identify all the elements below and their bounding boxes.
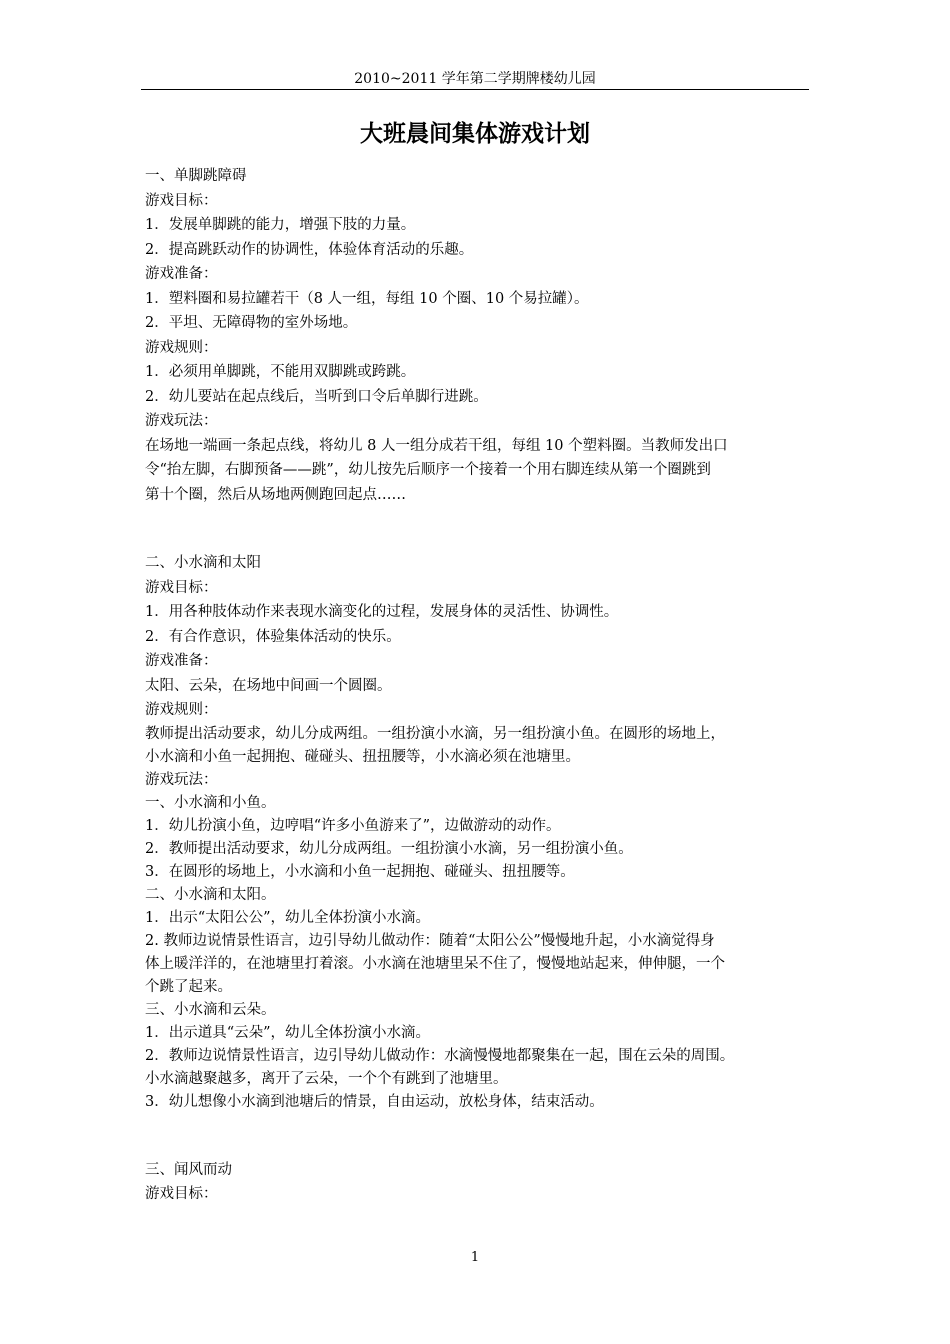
section2-part1-item: 1．幼儿扮演小鱼，边哼唱“许多小鱼游来了”，边做游动的动作。 bbox=[145, 817, 561, 834]
section3-heading: 三、闻风而动 bbox=[145, 1161, 232, 1178]
section1-play-label: 游戏玩法： bbox=[145, 413, 218, 429]
section2-part2-item: 个跳了起来。 bbox=[145, 978, 232, 995]
section1-prep: 1．塑料圈和易拉罐若干（8 人一组，每组 10 个圈、10 个易拉罐）。 bbox=[145, 290, 589, 307]
page-header: 2010~2011 学年第二学期牌楼幼儿园 bbox=[354, 71, 596, 87]
section2-part3-item: 2．教师边说情景性语言，边引导幼儿做动作：水滴慢慢地都聚集在一起，围在云朵的周围。 bbox=[145, 1047, 735, 1064]
section2-rule-label: 游戏规则： bbox=[145, 702, 218, 718]
section2-part3-item: 3．幼儿想像小水滴到池塘后的情景，自由运动，放松身体，结束活动。 bbox=[145, 1093, 604, 1110]
section2-play-label: 游戏玩法： bbox=[145, 771, 218, 788]
section1-play-line: 在场地一端画一条起点线，将幼儿 8 人一组分成若干组，每组 10 个塑料圈。当教师发出口 bbox=[145, 437, 728, 454]
section1-goal-label: 游戏目标： bbox=[145, 192, 218, 209]
document-body bbox=[145, 164, 809, 1207]
section1-heading: 一、单脚跳障碍 bbox=[145, 168, 247, 184]
section1-goal: 2．提高跳跃动作的协调性，体验体育活动的乐趣。 bbox=[145, 241, 474, 258]
section2-part1-item: 2．教师提出活动要求，幼儿分成两组。一组扮演小水滴，另一组扮演小鱼。 bbox=[145, 840, 633, 857]
section2-part3-item: 小水滴越聚越多，离开了云朵，一个个有跳到了池塘里。 bbox=[145, 1070, 508, 1087]
section2-part3-title: 三、小水滴和云朵。 bbox=[145, 1001, 276, 1018]
section1-rule-label: 游戏规则： bbox=[145, 339, 218, 356]
section-spacer bbox=[145, 507, 809, 551]
section2-rule-line: 教师提出活动要求，幼儿分成两组。一组扮演小水滴，另一组扮演小鱼。在圆形的场地上， bbox=[145, 725, 725, 742]
section2-goal-label: 游戏目标： bbox=[145, 579, 218, 596]
section1-goal: 1．发展单脚跳的能力，增强下肢的力量。 bbox=[145, 217, 416, 233]
section2-part2-item: 2. 教师边说情景性语言，边引导幼儿做动作：随着“太阳公公”慢慢地升起，小水滴觉得身 bbox=[145, 932, 715, 949]
section2-part1-title: 一、小水滴和小鱼。 bbox=[145, 794, 276, 811]
section2-part2-item: 体上暖洋洋的，在池塘里打着滚。小水滴在池塘里呆不住了，慢慢地站起来，伸伸腿，一个 bbox=[145, 955, 725, 972]
section2-part1-item: 3．在圆形的场地上，小水滴和小鱼一起拥抱、碰碰头、扭扭腰等。 bbox=[145, 863, 575, 880]
section2-part3-item: 1．出示道具“云朵”，幼儿全体扮演小水滴。 bbox=[145, 1024, 431, 1041]
section1-play-line: 第十个圈，然后从场地两侧跑回起点…… bbox=[145, 486, 406, 503]
section1-rule: 1．必须用单脚跳，不能用双脚跳或跨跳。 bbox=[145, 364, 416, 380]
page-number: 1 bbox=[470, 1250, 480, 1265]
section2-part2-title: 二、小水滴和太阳。 bbox=[145, 886, 276, 903]
section2-goal: 1．用各种肢体动作来表现水滴变化的过程，发展身体的灵活性、协调性。 bbox=[145, 604, 619, 620]
section2-part2-item: 1．出示“太阳公公”，幼儿全体扮演小水滴。 bbox=[145, 909, 431, 926]
section2-goal: 2．有合作意识，体验集体活动的快乐。 bbox=[145, 628, 401, 645]
section2-rule-line: 小水滴和小鱼一起拥抱、碰碰头、扭扭腰等，小水滴必须在池塘里。 bbox=[145, 748, 580, 765]
section2-prep-label: 游戏准备： bbox=[145, 653, 218, 669]
document-title: 大班晨间集体游戏计划 bbox=[360, 121, 590, 147]
section1-play-line: 令“抬左脚，右脚预备——跳”，幼儿按先后顺序一个接着一个用右脚连续从第一个圈跳到 bbox=[145, 462, 711, 478]
section1-prep-label: 游戏准备： bbox=[145, 266, 218, 282]
section3-goal-label: 游戏目标： bbox=[145, 1186, 218, 1202]
section2-prep: 太阳、云朵，在场地中间画一个圆圈。 bbox=[145, 677, 392, 694]
section2-heading: 二、小水滴和太阳 bbox=[145, 555, 261, 571]
section-spacer bbox=[145, 1114, 809, 1158]
header-divider bbox=[141, 89, 809, 90]
section1-rule: 2．幼儿要站在起点线后，当听到口令后单脚行进跳。 bbox=[145, 388, 488, 405]
section1-prep: 2．平坦、无障碍物的室外场地。 bbox=[145, 315, 358, 331]
